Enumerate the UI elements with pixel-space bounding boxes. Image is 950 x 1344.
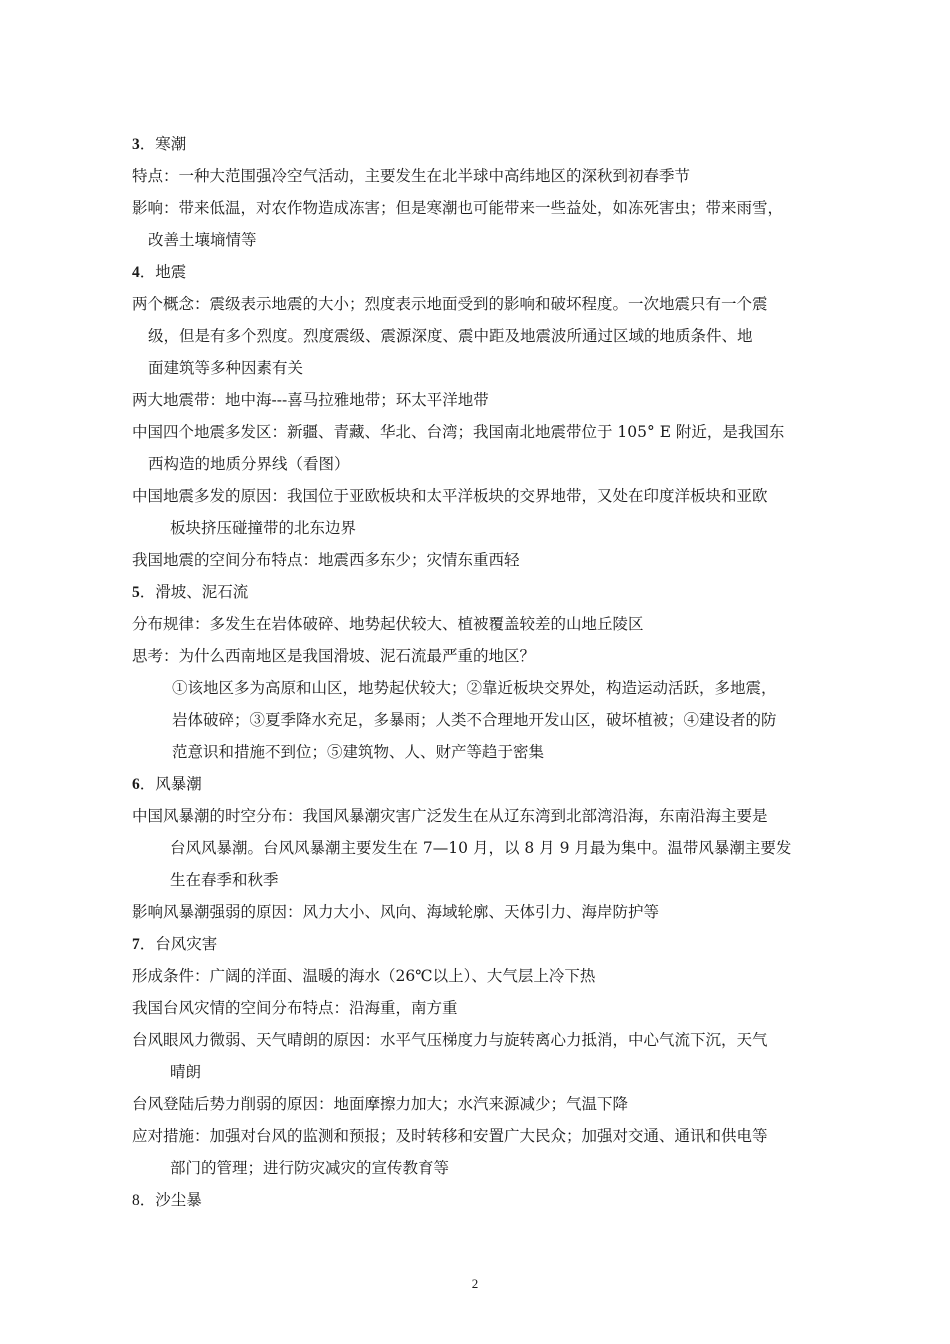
paragraph-line: 应对措施：加强对台风的监测和预报；及时转移和安置广大民众；加强对交通、通讯和供电等 [132,1127,768,1145]
paragraph-continuation: 生在春季和秋季 [170,871,279,889]
paragraph-line: 形成条件：广阔的洋面、温暖的海水（26℃以上）、大气层上冷下热 [132,967,596,985]
paragraph-line: 中国风暴潮的时空分布：我国风暴潮灾害广泛发生在从辽东湾到北部湾沿海，东南沿海主要是 [132,807,768,825]
paragraph-line: 我国台风灾情的空间分布特点：沿海重，南方重 [132,999,458,1017]
paragraph-continuation: 面建筑等多种因素有关 [148,359,304,377]
paragraph-line: 特点：一种大范围强冷空气活动，主要发生在北半球中高纬地区的深秋到初春季节 [132,167,691,185]
paragraph-line: 影响风暴潮强弱的原因：风力大小、风向、海域轮廓、天体引力、海岸防护等 [132,903,660,921]
page-content [132,128,824,1216]
paragraph-line: 影响：带来低温，对农作物造成冻害；但是寒潮也可能带来一些益处，如冻死害虫；带来雨雪， [132,199,784,217]
page-number: 2 [471,1276,479,1291]
section-heading-cold-wave: 3．寒潮 [132,135,187,153]
answer-line: ①该地区多为高原和山区，地势起伏较大；②靠近板块交界处，构造运动活跃，多地震， [172,679,777,697]
paragraph-line: 中国地震多发的原因：我国位于亚欧板块和太平洋板块的交界地带，又处在印度洋板块和亚欧 [132,487,768,505]
paragraph-continuation: 西构造的地质分界线（看图） [148,455,350,473]
section-heading-storm-surge: 6．风暴潮 [132,775,202,793]
paragraph-continuation: 部门的管理；进行防灾减灾的宣传教育等 [170,1159,450,1177]
section-heading-sandstorm: 8．沙尘暴 [132,1191,202,1209]
paragraph-line: 中国四个地震多发区：新疆、青藏、华北、台湾；我国南北地震带位于 105° E 附近，是我国东 [132,423,785,441]
paragraph-line: 分布规律：多发生在岩体破碎、地势起伏较大、植被覆盖较差的山地丘陵区 [132,615,644,633]
paragraph-continuation: 晴朗 [170,1063,202,1081]
section-heading-earthquake: 4．地震 [132,263,187,281]
paragraph-continuation: 板块挤压碰撞带的北东边界 [170,519,357,537]
section-heading-landslide: 5．滑坡、泥石流 [132,583,249,601]
answer-line: 岩体破碎；③夏季降水充足，多暴雨；人类不合理地开发山区，破坏植被；④建设者的防 [172,711,777,729]
section-heading-typhoon: 7．台风灾害 [132,935,218,953]
paragraph-line: 台风登陆后势力削弱的原因：地面摩擦力加大；水汽来源减少；气温下降 [132,1095,629,1113]
answer-line: 范意识和措施不到位；⑤建筑物、人、财产等趋于密集 [172,743,545,761]
paragraph-continuation: 改善土壤墒情等 [148,231,257,249]
paragraph-line: 两大地震带：地中海---喜马拉雅地带；环太平洋地带 [132,391,489,409]
paragraph-line: 我国地震的空间分布特点：地震西多东少；灾情东重西轻 [132,551,520,569]
paragraph-continuation: 台风风暴潮。台风风暴潮主要发生在 7—10 月，以 8 月 9 月最为集中。温带风暴潮主要发 [170,839,792,857]
paragraph-line: 思考：为什么西南地区是我国滑坡、泥石流最严重的地区？ [132,647,536,665]
paragraph-line: 两个概念：震级表示地震的大小；烈度表示地面受到的影响和破坏程度。一次地震只有一个震 [132,295,768,313]
paragraph-line: 台风眼风力微弱、天气晴朗的原因：水平气压梯度力与旋转离心力抵消，中心气流下沉，天气 [132,1031,768,1049]
paragraph-continuation: 级，但是有多个烈度。烈度震级、震源深度、震中距及地震波所通过区域的地质条件、地 [148,327,753,345]
